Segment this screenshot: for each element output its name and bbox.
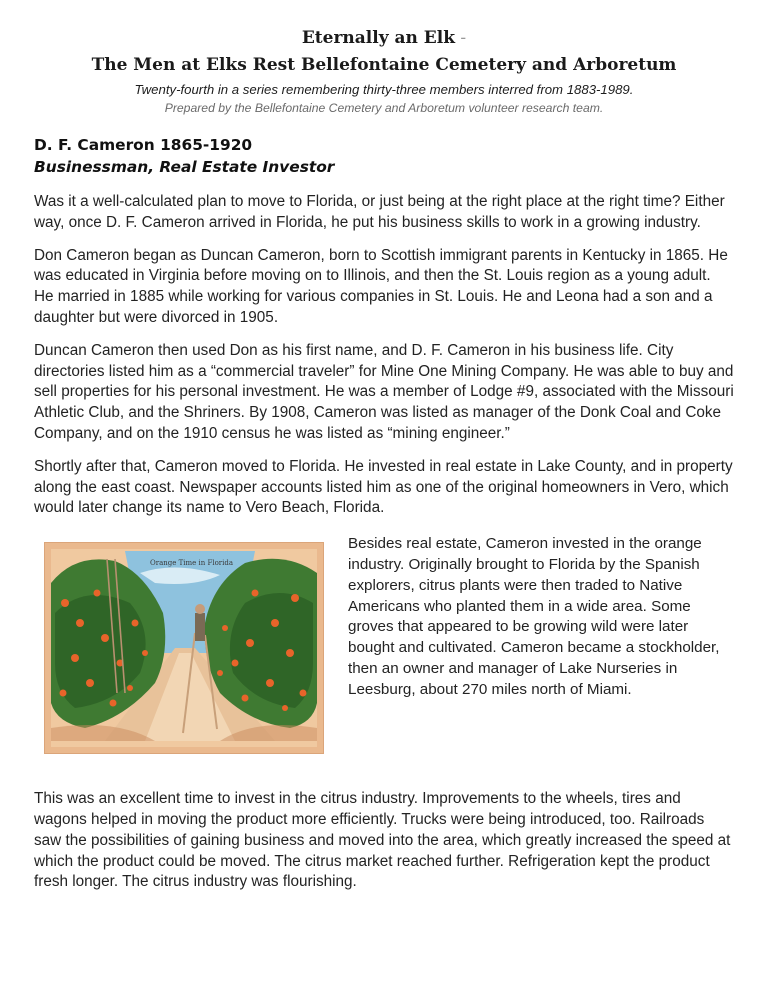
side-paragraph: Besides real estate, Cameron invested in the orange industry. Originally brought to Florida by the Spanish explorers, citrus plants were then traded to Native Americans who planted them in a wide area. Some groves that appeared to be growing wild were later bought and cultivated. Cameron became a stockholder, then an owner and manager of Lake Nurseries in Leesburg, about 270 miles north of Miami. [348,535,720,698]
postcard-illustration [45,543,323,753]
figure-row [34,534,734,772]
orange-grove-postcard-image [44,542,324,754]
paragraph-4: Shortly after that, Cameron moved to Florida. He invested in real estate in Lake County, and in property along the east coast. Newspaper accounts listed him as one of the original homeowners in Vero, which would later change its name to Vero Beach, Florida. [34,457,733,517]
paragraph-2: Don Cameron began as Duncan Cameron, born to Scottish immigrant parents in Kentucky in 1865. He was educated in Virginia before moving on to Illinois, and then the St. Louis region as a young adult. He married in 1885 while working for various companies in St. Louis. He and Leona had a son and a daughter but were divorced in 1905. [34,246,728,326]
title-dash: - [455,28,467,48]
paragraph-1: Was it a well-calculated plan to move to Florida, or just being at the right place at the right time? Either way, once D. F. Cameron arrived in Florida, he put his business skills to work in a growing industry. [34,193,725,231]
paragraph-3: Duncan Cameron then used Don as his first name, and D. F. Cameron in his business life. City directories listed him as a “commercial traveler” for Mine One Mining Company. He was able to buy and sell properties for his personal investment. He was a member of Lodge #9, associated with the Missouri Athletic Club, and the Shriners. By 1908, Cameron was listed as manager of the Donk Coal and Coke Company, and on the 1910 census he was listed as “mining engineer.” [34,341,734,442]
postcard-caption: Orange Time in Florida [150,559,234,568]
title-line-1: Eternally an Elk - [301,28,467,48]
paragraph-5: This was an excellent time to invest in the citrus industry. Improvements to the wheels, tires and wagons helped in moving the product more efficiently. Trucks were being introduced, too. Railroads saw the possibilities of gaining business and moved into the area, which greatly increased the speed at which the product could be moved. The citrus market reached further. Refrigeration kept the product fresh longer. The citrus industry was flourishing. [34,790,731,891]
title-line-2: The Men at Elks Rest Bellefontaine Cemetery and Arboretum [91,55,677,75]
side-column [348,534,728,700]
subject-role: Businessman, Real Estate Investor [34,158,335,176]
subject-name-years: D. F. Cameron 1865-1920 [34,136,253,154]
document-header [34,0,734,117]
series-note: Twenty-fourth in a series remembering thirty-three members interred from 1883-1989. [134,82,634,97]
prepared-by-note: Prepared by the Bellefontaine Cemetery and Arboretum volunteer research team. [164,101,604,115]
